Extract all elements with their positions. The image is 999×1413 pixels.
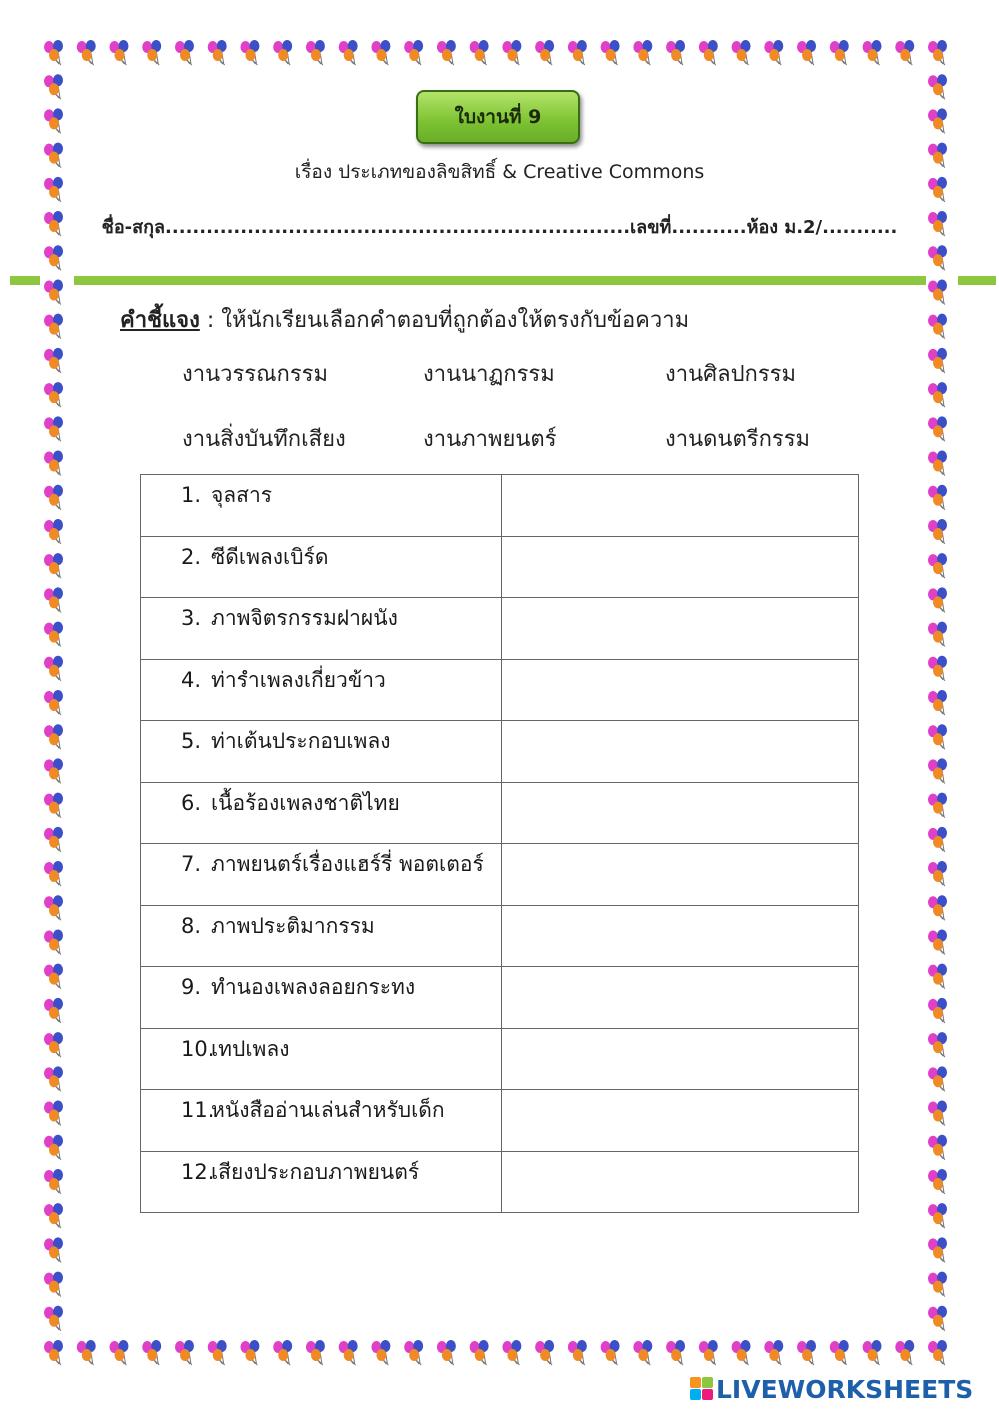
- question-number: 7.: [181, 852, 202, 876]
- balloon-icon: [44, 553, 63, 578]
- balloon-icon: [44, 964, 63, 989]
- balloon-icon: [44, 1135, 63, 1160]
- balloon-icon: [732, 40, 751, 65]
- answer-cell[interactable]: [502, 536, 859, 598]
- question-number: 8.: [181, 913, 202, 938]
- question-number: 12.: [181, 1159, 215, 1184]
- balloon-icon: [273, 40, 292, 65]
- balloon-icon: [44, 587, 63, 612]
- balloon-icon: [666, 1340, 685, 1365]
- balloon-icon: [437, 1340, 456, 1365]
- liveworksheets-logo-icon: [690, 1377, 714, 1401]
- table-row: [141, 782, 859, 844]
- balloon-icon: [44, 245, 63, 270]
- balloon-icon: [44, 1032, 63, 1057]
- balloon-icon: [928, 485, 947, 510]
- balloon-icon: [928, 40, 947, 65]
- balloon-icon: [44, 519, 63, 544]
- worksheet-subtitle: เรื่อง ประเภทของลิขสิทธิ์ & Creative Commons: [294, 161, 705, 183]
- table-row: [141, 1090, 859, 1152]
- question-cell: [141, 1028, 502, 1090]
- answer-cell[interactable]: [502, 1028, 859, 1090]
- balloon-icon: [699, 1340, 718, 1365]
- balloon-icon: [928, 622, 947, 647]
- balloon-icon: [928, 279, 947, 304]
- balloon-icon: [470, 1340, 489, 1365]
- table-row: [141, 721, 859, 783]
- balloon-icon: [568, 40, 587, 65]
- balloon-icon: [601, 40, 620, 65]
- question-number: 11.: [181, 1098, 215, 1122]
- balloon-icon: [928, 758, 947, 783]
- balloon-icon: [44, 382, 63, 407]
- balloon-icon: [502, 40, 521, 65]
- answer-cell[interactable]: [502, 967, 859, 1029]
- balloon-icon: [502, 1340, 521, 1365]
- balloon-icon: [928, 553, 947, 578]
- choice-option: งานนาฏกรรม: [423, 362, 555, 387]
- question-cell: [141, 905, 502, 967]
- question-text: ท่าเต้นประกอบเพลง: [211, 729, 391, 753]
- balloon-icon: [928, 998, 947, 1023]
- balloon-icon: [44, 793, 63, 818]
- question-text: ภาพยนตร์เรื่องแฮร์รี่ พอตเตอร์: [211, 852, 484, 876]
- balloon-icon: [44, 827, 63, 852]
- balloon-icon: [633, 40, 652, 65]
- question-cell: [141, 967, 502, 1029]
- balloon-icon: [339, 1340, 358, 1365]
- answer-cell[interactable]: [502, 475, 859, 537]
- question-number: 4.: [181, 667, 202, 692]
- balloon-icon: [306, 1340, 325, 1365]
- balloon-icon: [928, 1169, 947, 1194]
- question-text: ซีดีเพลงเบิร์ด: [211, 544, 329, 569]
- choice-option: งานภาพยนตร์: [423, 427, 557, 452]
- balloon-icon: [601, 1340, 620, 1365]
- question-text: ภาพประติมากรรม: [211, 913, 375, 938]
- balloon-icon: [437, 40, 456, 65]
- balloon-icon: [895, 1340, 914, 1365]
- balloon-icon: [928, 451, 947, 476]
- balloon-icon: [44, 656, 63, 681]
- balloon-icon: [928, 1032, 947, 1057]
- balloon-icon: [535, 40, 554, 65]
- balloon-icon: [928, 587, 947, 612]
- choice-option: งานวรรณกรรม: [182, 362, 328, 387]
- table-row: [141, 536, 859, 598]
- question-number: 2.: [181, 544, 202, 569]
- balloon-icon: [830, 1340, 849, 1365]
- balloon-icon: [44, 724, 63, 749]
- balloon-icon: [44, 1203, 63, 1228]
- balloon-icon: [928, 690, 947, 715]
- question-number: 1.: [181, 483, 202, 507]
- worksheet-title: ใบงานที่ 9: [416, 90, 580, 144]
- question-number: 9.: [181, 975, 202, 999]
- balloon-icon: [44, 40, 63, 65]
- student-info-line: ชื่อ-สกุล....................................................................เลขที่...........ห้อง ม.2/...........: [101, 217, 898, 238]
- balloon-icon: [928, 656, 947, 681]
- balloon-icon: [371, 40, 390, 65]
- balloon-icon: [44, 1272, 63, 1297]
- balloon-icon: [928, 895, 947, 920]
- question-text: จุลสาร: [211, 483, 273, 507]
- balloon-icon: [404, 40, 423, 65]
- question-text: เนื้อร้องเพลงชาติไทย: [211, 790, 400, 815]
- balloon-icon: [928, 1101, 947, 1126]
- balloon-icon: [175, 40, 194, 65]
- balloon-icon: [928, 382, 947, 407]
- balloon-icon: [928, 519, 947, 544]
- instruction: [120, 302, 689, 337]
- balloon-icon: [44, 1237, 63, 1262]
- balloon-icon: [404, 1340, 423, 1365]
- balloon-icon: [142, 40, 161, 65]
- balloon-icon: [535, 1340, 554, 1365]
- balloon-icon: [77, 1340, 96, 1365]
- answer-cell[interactable]: [502, 721, 859, 783]
- balloon-icon: [764, 1340, 783, 1365]
- question-cell: [141, 659, 502, 721]
- balloon-icon: [109, 40, 128, 65]
- question-number: 5.: [181, 729, 202, 753]
- balloon-icon: [240, 40, 259, 65]
- instruction-label: คำชี้แจง: [120, 308, 200, 333]
- balloon-icon: [44, 74, 63, 99]
- balloon-icon: [470, 40, 489, 65]
- balloon-icon: [568, 1340, 587, 1365]
- balloon-icon: [699, 40, 718, 65]
- table-row: [141, 967, 859, 1029]
- table-row: [141, 659, 859, 721]
- balloon-icon: [44, 998, 63, 1023]
- question-text: เสียงประกอบภาพยนตร์: [211, 1159, 420, 1184]
- green-divider-right: [958, 276, 996, 285]
- table-row: [141, 1151, 859, 1213]
- balloon-icon: [928, 1340, 947, 1365]
- balloon-icon: [44, 279, 63, 304]
- balloon-icon: [797, 40, 816, 65]
- balloon-icon: [928, 1237, 947, 1262]
- balloon-icon: [44, 348, 63, 373]
- question-number: 6.: [181, 790, 202, 815]
- answer-cell[interactable]: [502, 844, 859, 906]
- table-row: [141, 905, 859, 967]
- balloon-icon: [928, 416, 947, 441]
- watermark-text: LIVEWORKSHEETS: [716, 1374, 974, 1404]
- balloon-icon: [44, 485, 63, 510]
- balloon-icon: [928, 861, 947, 886]
- balloon-icon: [928, 1306, 947, 1331]
- balloon-icon: [109, 1340, 128, 1365]
- balloon-icon: [306, 40, 325, 65]
- balloon-icon: [928, 314, 947, 339]
- balloon-icon: [863, 40, 882, 65]
- choice-option: งานศิลปกรรม: [665, 362, 797, 387]
- balloon-icon: [928, 1066, 947, 1091]
- balloon-icon: [928, 74, 947, 99]
- balloon-icon: [240, 1340, 259, 1365]
- balloon-icon: [44, 690, 63, 715]
- question-text: ทำนองเพลงลอยกระทง: [211, 975, 416, 999]
- table-row: [141, 475, 859, 537]
- balloon-icon: [764, 40, 783, 65]
- question-cell: [141, 598, 502, 660]
- table-row: [141, 1028, 859, 1090]
- balloon-icon: [44, 861, 63, 886]
- balloon-icon: [928, 108, 947, 133]
- question-cell: [141, 475, 502, 537]
- balloon-icon: [142, 1340, 161, 1365]
- question-text: เทปเพลง: [211, 1036, 290, 1061]
- balloon-icon: [863, 1340, 882, 1365]
- balloon-icon: [175, 1340, 194, 1365]
- balloon-icon: [44, 1101, 63, 1126]
- question-number: 10.: [181, 1036, 215, 1061]
- question-text: ท่ารำเพลงเกี่ยวข้าว: [211, 667, 386, 692]
- balloon-icon: [928, 929, 947, 954]
- balloon-icon: [208, 1340, 227, 1365]
- answer-table: [140, 474, 859, 1213]
- answer-cell[interactable]: [502, 782, 859, 844]
- balloon-icon: [928, 827, 947, 852]
- balloon-icon: [273, 1340, 292, 1365]
- balloon-icon: [830, 40, 849, 65]
- balloon-icon: [895, 40, 914, 65]
- balloon-icon: [339, 40, 358, 65]
- balloon-icon: [44, 1066, 63, 1091]
- balloon-icon: [633, 1340, 652, 1365]
- balloon-icon: [928, 793, 947, 818]
- balloon-icon: [666, 40, 685, 65]
- green-divider-left: [10, 276, 40, 285]
- answer-cell[interactable]: [502, 1151, 859, 1213]
- balloon-icon: [44, 451, 63, 476]
- table-row: [141, 844, 859, 906]
- answer-cell[interactable]: [502, 1090, 859, 1152]
- balloon-icon: [44, 416, 63, 441]
- question-cell: [141, 782, 502, 844]
- question-text: ภาพจิตรกรรมฝาผนัง: [211, 606, 398, 630]
- liveworksheets-watermark: [690, 1373, 973, 1405]
- balloon-icon: [928, 1203, 947, 1228]
- question-cell: [141, 536, 502, 598]
- choice-option: งานดนตรีกรรม: [665, 427, 811, 452]
- green-divider: [74, 276, 926, 285]
- choice-option: งานสิ่งบันทึกเสียง: [182, 427, 346, 452]
- balloon-icon: [797, 1340, 816, 1365]
- balloon-icon: [44, 622, 63, 647]
- question-text: หนังสืออ่านเล่นสำหรับเด็ก: [211, 1098, 445, 1122]
- question-cell: [141, 1090, 502, 1152]
- balloon-icon: [208, 40, 227, 65]
- answer-cell[interactable]: [502, 905, 859, 967]
- balloon-icon: [928, 245, 947, 270]
- balloon-icon: [732, 1340, 751, 1365]
- balloon-icon: [928, 724, 947, 749]
- question-number: 3.: [181, 606, 202, 630]
- balloon-icon: [928, 348, 947, 373]
- balloon-icon: [44, 895, 63, 920]
- answer-cell[interactable]: [502, 598, 859, 660]
- balloon-icon: [44, 929, 63, 954]
- balloon-icon: [44, 108, 63, 133]
- balloon-icon: [44, 1169, 63, 1194]
- table-row: [141, 598, 859, 660]
- balloon-icon: [371, 1340, 390, 1365]
- balloon-icon: [44, 1306, 63, 1331]
- question-cell: [141, 721, 502, 783]
- instruction-text: : ให้นักเรียนเลือกคำตอบที่ถูกต้องให้ตรงกับข้อความ: [199, 308, 690, 333]
- balloon-icon: [928, 964, 947, 989]
- answer-cell[interactable]: [502, 659, 859, 721]
- question-cell: [141, 1151, 502, 1213]
- balloon-icon: [928, 1135, 947, 1160]
- question-cell: [141, 844, 502, 906]
- balloon-icon: [928, 1272, 947, 1297]
- balloon-icon: [44, 758, 63, 783]
- balloon-icon: [77, 40, 96, 65]
- balloon-icon: [44, 314, 63, 339]
- balloon-icon: [44, 1340, 63, 1365]
